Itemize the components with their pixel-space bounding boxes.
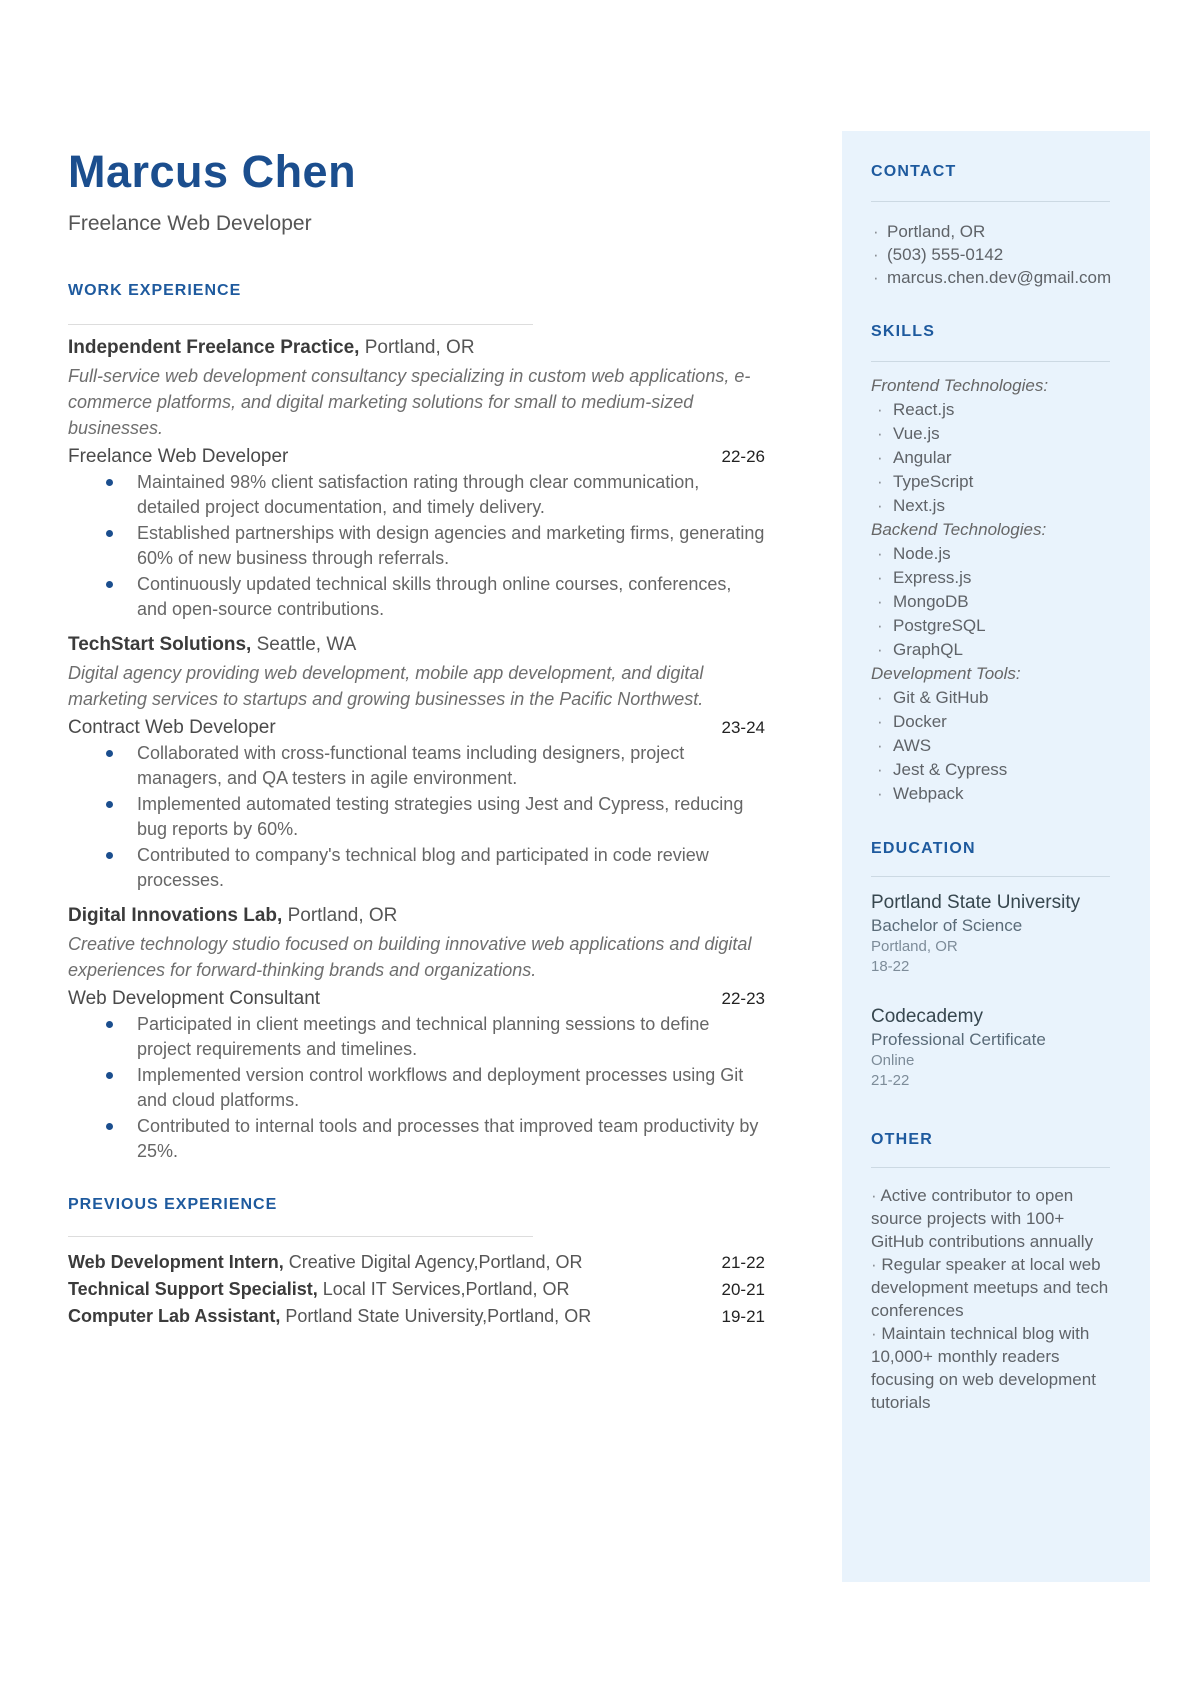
education-dates: 21-22 — [871, 1072, 910, 1089]
role-title: Freelance Web Developer — [68, 446, 289, 467]
skill-item: · Docker — [871, 710, 1110, 734]
skill-group-label: Backend Technologies: — [871, 520, 1047, 539]
role-row — [68, 988, 765, 1010]
previous-row-text — [68, 1249, 583, 1275]
company-description: Digital agency providing web development, mobile app development, and digital marketing services to startups and growing businesses in the Pacific Northwest. — [68, 663, 704, 709]
person-title: Freelance Web Developer — [68, 212, 312, 235]
sidebar-divider — [871, 876, 1110, 877]
company-name: TechStart Solutions, — [68, 634, 252, 655]
education-entry — [871, 891, 1110, 977]
previous-org: Portland State University,Portland, OR — [285, 1306, 592, 1326]
skill-item: · TypeScript — [871, 470, 1110, 494]
sidebar — [842, 131, 1150, 1582]
skill-item: · Angular — [871, 446, 1110, 470]
education-location: Portland, OR — [871, 938, 958, 955]
company-heading — [68, 632, 765, 657]
other-item: · Regular speaker at local web development meetups and tech conferences — [871, 1253, 1110, 1322]
role-title: Contract Web Developer — [68, 717, 276, 738]
bullet-item: Implemented automated testing strategies using Jest and Cypress, reducing bug reports by 60%. — [68, 792, 765, 842]
previous-dates: 20-21 — [721, 1280, 765, 1299]
skill-item: · Next.js — [871, 494, 1110, 518]
company-name: Independent Freelance Practice, — [68, 337, 360, 358]
skills-block — [871, 374, 1110, 806]
education-entry — [871, 1005, 1110, 1091]
skill-item: · Jest & Cypress — [871, 758, 1110, 782]
main-column — [68, 148, 765, 1330]
other-item: · Maintain technical blog with 10,000+ monthly readers focusing on web development tutorials — [871, 1322, 1110, 1414]
role-dates: 22-23 — [721, 989, 765, 1008]
skill-item-list — [871, 398, 1110, 518]
previous-dates: 19-21 — [721, 1307, 765, 1326]
previous-role: Technical Support Specialist, — [68, 1279, 318, 1299]
contact-heading: CONTACT — [871, 163, 957, 180]
company-location: Portland, OR — [287, 905, 398, 926]
skill-item: · Vue.js — [871, 422, 1110, 446]
bullet-item: Participated in client meetings and technical planning sessions to define project requirements and timelines. — [68, 1012, 765, 1062]
role-dates: 23-24 — [721, 718, 765, 737]
previous-dates: 21-22 — [721, 1253, 765, 1272]
education-degree: Professional Certificate — [871, 1030, 1046, 1049]
education-location: Online — [871, 1052, 915, 1069]
bullet-item: Collaborated with cross-functional teams including designers, project managers, and QA testers in agile environment. — [68, 741, 765, 791]
education-school: Portland State University — [871, 892, 1081, 913]
sidebar-divider — [871, 201, 1110, 202]
role-row — [68, 717, 765, 739]
previous-row — [68, 1303, 765, 1330]
previous-org: Creative Digital Agency,Portland, OR — [288, 1252, 583, 1272]
skill-item: · PostgreSQL — [871, 614, 1110, 638]
previous-row — [68, 1249, 765, 1276]
contact-location: · Portland, OR — [871, 220, 1110, 243]
bullet-item: Contributed to internal tools and processes that improved team productivity by 25%. — [68, 1114, 765, 1164]
skills-heading: SKILLS — [871, 323, 936, 340]
bullet-item: Maintained 98% client satisfaction rating through clear communication, detailed project documentation, and timely delivery. — [68, 470, 765, 520]
role-bullet-list — [68, 470, 765, 622]
skill-item: · AWS — [871, 734, 1110, 758]
skill-item: · Express.js — [871, 566, 1110, 590]
company-name: Digital Innovations Lab, — [68, 905, 283, 926]
skill-item: · Git & GitHub — [871, 686, 1110, 710]
bullet-item: Implemented version control workflows and deployment processes using Git and cloud platforms. — [68, 1063, 765, 1113]
skill-item: · React.js — [871, 398, 1110, 422]
company-location: Seattle, WA — [256, 634, 357, 655]
previous-row — [68, 1276, 765, 1303]
contact-phone: · (503) 555-0142 — [871, 243, 1110, 266]
skill-item: · Webpack — [871, 782, 1110, 806]
previous-row-text — [68, 1276, 570, 1302]
company-description: Full-service web development consultancy specializing in custom web applications, e-commerce platforms, and digital marketing solutions for small to medium-sized businesses. — [68, 366, 751, 438]
contact-email: · marcus.chen.dev@gmail.com — [871, 266, 1110, 289]
skill-group-label: Frontend Technologies: — [871, 376, 1049, 395]
other-item: · Active contributor to open source projects with 100+ GitHub contributions annually — [871, 1184, 1110, 1253]
skill-group-label: Development Tools: — [871, 664, 1021, 683]
skill-item-list — [871, 542, 1110, 662]
skill-item-list — [871, 686, 1110, 806]
previous-role: Computer Lab Assistant, — [68, 1306, 281, 1326]
person-name: Marcus Chen — [68, 146, 357, 197]
education-heading: EDUCATION — [871, 840, 976, 857]
education-school: Codecademy — [871, 1006, 983, 1027]
skill-item: · GraphQL — [871, 638, 1110, 662]
education-degree: Bachelor of Science — [871, 916, 1023, 935]
bullet-item: Established partnerships with design agencies and marketing firms, generating 60% of new business through referrals. — [68, 521, 765, 571]
role-row — [68, 446, 765, 468]
bullet-item: Contributed to company's technical blog and participated in code review processes. — [68, 843, 765, 893]
role-title: Web Development Consultant — [68, 988, 321, 1009]
section-divider — [68, 1236, 533, 1237]
company-description: Creative technology studio focused on building innovative web applications and digital experiences for forward-thinking brands and organizations. — [68, 934, 752, 980]
previous-experience-heading: PREVIOUS EXPERIENCE — [68, 1196, 278, 1213]
company-heading — [68, 335, 765, 360]
contact-list — [871, 220, 1110, 289]
previous-experience-rows — [68, 1249, 765, 1330]
company-location: Portland, OR — [364, 337, 475, 358]
role-bullet-list — [68, 1012, 765, 1164]
skill-item: · MongoDB — [871, 590, 1110, 614]
other-list — [871, 1184, 1110, 1414]
company-heading — [68, 903, 765, 928]
education-dates: 18-22 — [871, 958, 910, 975]
work-experience-heading: WORK EXPERIENCE — [68, 282, 242, 299]
role-dates: 22-26 — [721, 447, 765, 466]
previous-role: Web Development Intern, — [68, 1252, 284, 1272]
other-heading: OTHER — [871, 1131, 933, 1148]
previous-row-text — [68, 1303, 591, 1329]
previous-org: Local IT Services,Portland, OR — [322, 1279, 570, 1299]
skill-item: · Node.js — [871, 542, 1110, 566]
sidebar-divider — [871, 361, 1110, 362]
section-divider — [68, 324, 533, 325]
sidebar-divider — [871, 1167, 1110, 1168]
bullet-item: Continuously updated technical skills through online courses, conferences, and open-source contributions. — [68, 572, 765, 622]
role-bullet-list — [68, 741, 765, 893]
